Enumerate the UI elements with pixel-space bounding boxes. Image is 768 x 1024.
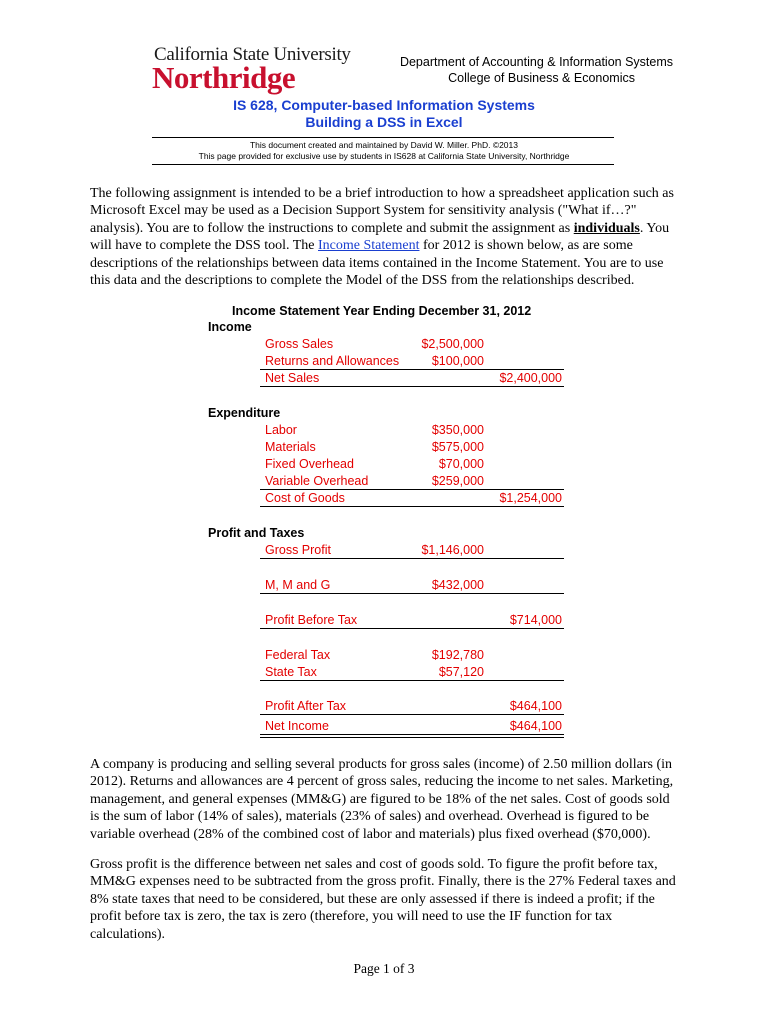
state-tax-label: State Tax	[265, 665, 317, 679]
mmg-label: M, M and G	[265, 578, 331, 592]
department-block	[400, 54, 673, 86]
course-title-line1: IS 628, Computer-based Information Systems	[233, 97, 535, 113]
row-divider	[260, 593, 564, 594]
page-number: Page 1 of 3	[353, 961, 415, 976]
row-divider	[260, 369, 564, 370]
federal-tax-label: Federal Tax	[265, 648, 331, 662]
net-sales-label: Net Sales	[265, 371, 320, 385]
college-name: College of Business & Economics	[448, 71, 635, 85]
state-tax-value: $57,120	[438, 665, 484, 679]
profit-after-tax-total: $464,100	[509, 699, 562, 713]
intro-text-1: The following assignment is intended to be a brief introduction to how a spreadsheet application such as Microsoft Excel may be used as a Decision Support System for sensitivity analysis ("What if…?" analysis). You are to follow the instructions to complete and submit the assignment as	[90, 186, 674, 236]
department-name: Department of Accounting & Information Systems	[399, 55, 673, 69]
gross-profit-label: Gross Profit	[265, 543, 331, 557]
gross-sales-label: Gross Sales	[265, 337, 334, 351]
credit-line2: This page provided for exclusive use by students in IS628 at California State University, Northridge	[198, 151, 570, 161]
cost-of-goods-total: $1,254,000	[499, 491, 562, 505]
net-income-label: Net Income	[265, 719, 329, 733]
row-divider	[260, 628, 564, 629]
net-sales-total: $2,400,000	[499, 371, 562, 385]
materials-label: Materials	[265, 440, 316, 454]
university-logo-top: California State University	[154, 44, 351, 65]
university-logo-main: Northridge	[152, 60, 296, 95]
net-income-total: $464,100	[509, 719, 562, 733]
fixed-overhead-value: $70,000	[438, 457, 484, 471]
row-divider	[260, 680, 564, 681]
header-rule-bottom	[152, 164, 614, 165]
course-title	[0, 97, 768, 131]
intro-text-2: . You will have to complete the DSS tool. The	[90, 220, 670, 254]
profit-paragraph: Gross profit is the difference between net sales and cost of goods sold. To figure the profit before tax, MM&G expenses need to be subtracted from the gross profit. Finally, there is the 27% Federal taxes and 8% state taxes that need to be considered, but these are only assessed if there is indeed a profit; if the profit before tax is zero, the tax is zero (therefore, you will need to use the IF function for tax calculations).	[90, 857, 676, 942]
double-rule-bottom	[260, 737, 564, 738]
gross-profit-value: $1,146,000	[421, 543, 484, 557]
intro-paragraph	[90, 185, 680, 289]
row-divider	[260, 558, 564, 559]
row-divider	[260, 714, 564, 715]
income-statement-link[interactable]: Income Statement	[318, 238, 420, 254]
profit-heading: Profit and Taxes	[208, 526, 305, 540]
materials-value: $575,000	[431, 440, 484, 454]
cost-of-goods-label: Cost of Goods	[265, 491, 345, 505]
row-divider	[260, 489, 564, 490]
credit-block	[0, 140, 768, 162]
credit-line1: This document created and maintained by David W. Miller. PhD. ©2013	[249, 140, 518, 150]
labor-value: $350,000	[431, 423, 484, 437]
profit-after-tax-label: Profit After Tax	[265, 699, 347, 713]
fixed-overhead-label: Fixed Overhead	[265, 457, 354, 471]
expenditure-heading: Expenditure	[208, 406, 281, 420]
statement-title: Income Statement Year Ending December 31, 2012	[232, 304, 532, 318]
emphasis-individuals: individuals	[573, 220, 640, 236]
variable-overhead-value: $259,000	[431, 474, 484, 488]
returns-label: Returns and Allowances	[265, 354, 400, 368]
variable-overhead-label: Variable Overhead	[265, 474, 369, 488]
returns-value: $100,000	[431, 354, 484, 368]
course-title-line2: Building a DSS in Excel	[305, 114, 463, 130]
mmg-value: $432,000	[431, 578, 484, 592]
description-paragraph: A company is producing and selling several products for gross sales (income) of 2.50 million dollars (in 2012). Returns and allowances are 4 percent of gross sales, reducing the income to net sales. Marketing, management, and general expenses (MM&G) are figured to be 18% of the net sales. Cost of goods sold is the sum of labor (14% of sales), materials (23% of sales) and overhead. Overhead is figured to be variable overhead (28% of the combined cost of labor and materials) plus fixed overhead ($70,000).	[90, 757, 674, 842]
profit-before-tax-total: $714,000	[509, 613, 562, 627]
row-divider	[260, 386, 564, 387]
double-rule-top	[260, 734, 564, 735]
row-divider	[260, 506, 564, 507]
gross-sales-value: $2,500,000	[421, 337, 484, 351]
income-heading: Income	[208, 320, 252, 334]
federal-tax-value: $192,780	[431, 648, 484, 662]
header-rule-top	[152, 137, 614, 138]
intro-text-3: for 2012 is shown below, as are some descriptions of the relationships between data items contained in the Income Statement. You are to use this data and the descriptions to complete the Model of the DSS from the relationships described.	[90, 238, 664, 289]
profit-before-tax-label: Profit Before Tax	[265, 613, 358, 627]
labor-label: Labor	[265, 423, 297, 437]
